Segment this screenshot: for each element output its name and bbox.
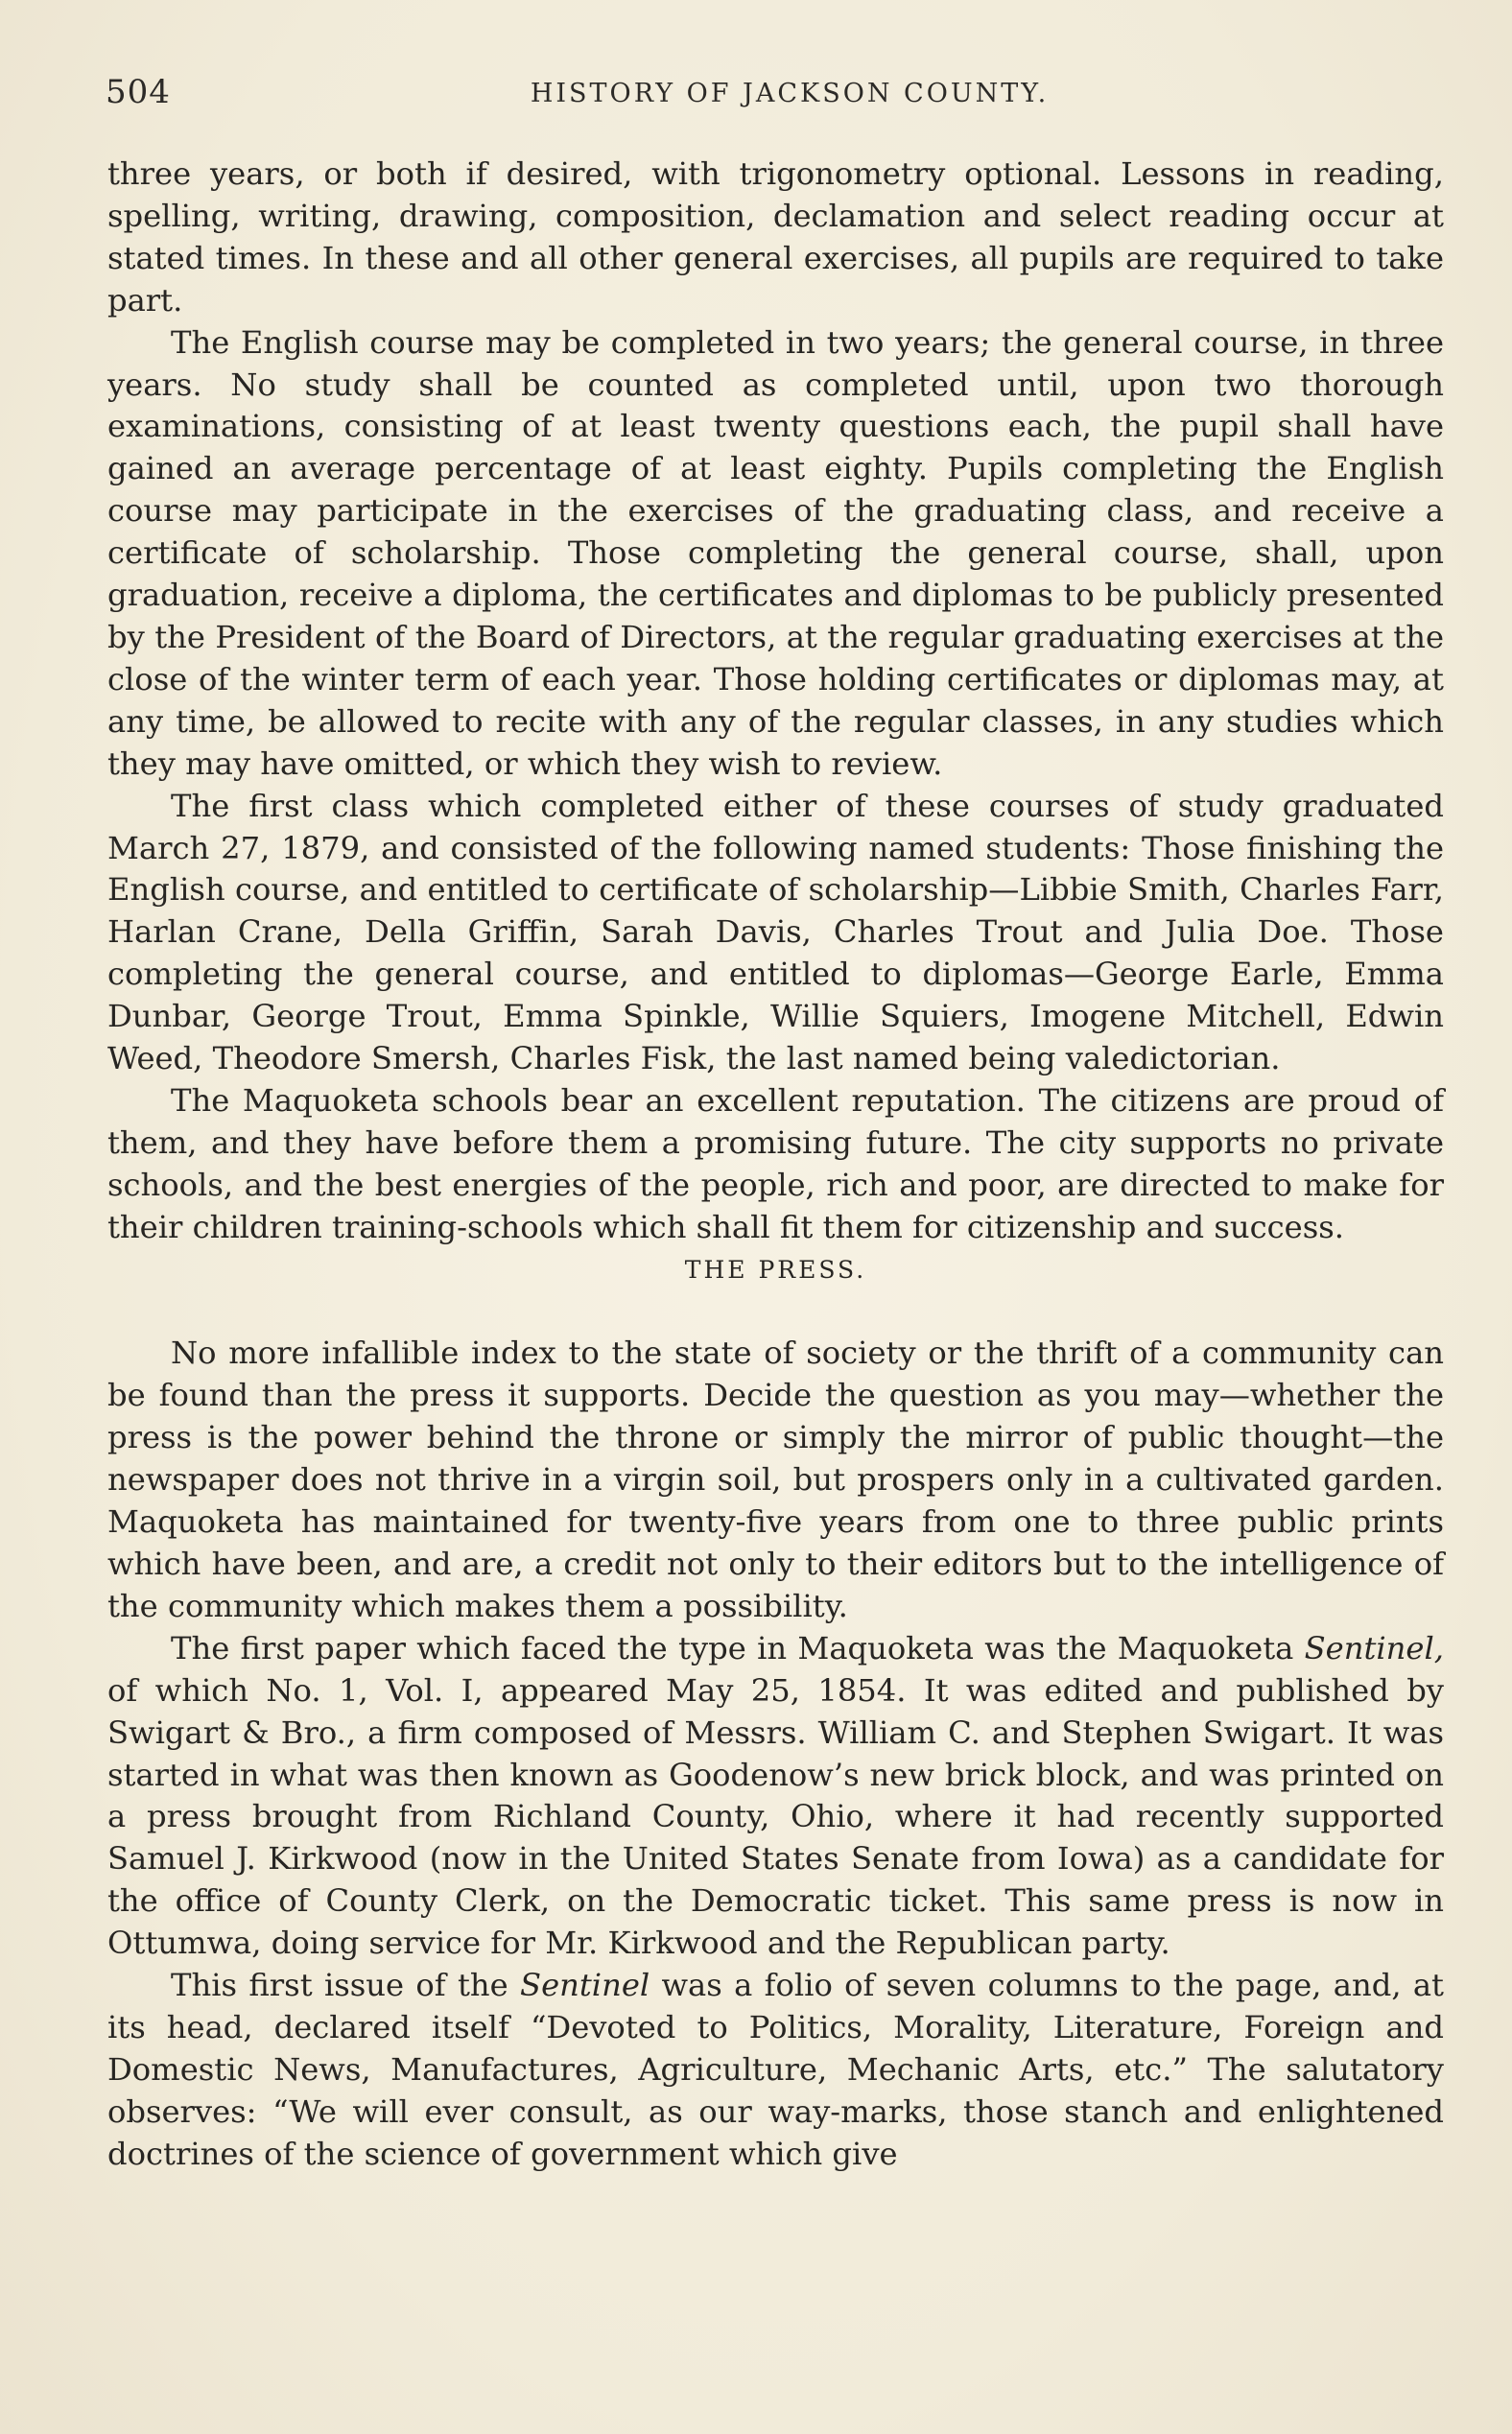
newspaper-title: Sentinel xyxy=(520,1967,650,2004)
text-run: This first issue of the xyxy=(171,1967,521,2004)
page-header xyxy=(106,73,1435,121)
paragraph-school-reputation: The Maquoketa schools bear an excellent reputation. The citizens are proud of them, and they have before them a promising future. The city supports no private schools, and the best energies of the people, rich and poor, are directed to make for their children training-schools which shall fit them for citizenship and success. xyxy=(107,1081,1444,1245)
paragraph-english-course: The English course may be completed in two years; the general course, in three years. No study shall be counted as completed until, upon two thorough examinations, consisting of at least twenty questions each, the pupil shall have gained an average percentage of at least eighty. Pupils completing the English course may participate in the exercises of the graduating class, and receive a certificate of scholarship. Those completing the general course, shall, upon graduation, receive a diploma, the certificates and diplomas to be publicly presented by the President of the Board of Directors, at the regular graduating exercises at the close of the winter term of each year. Those holding certificates or diplomas may, at any time, be allowed to recite with any of the regular classes, in any studies which they may have omitted, or which they wish to review. xyxy=(107,323,1444,782)
text-run: was a folio of seven columns to the page, and, at its head, declared itself “Devoted to Politics, Morality, Literature, Foreign and Domestic News, Manufactures, Agriculture, Mechanic Arts, etc.” The salutatory observes: “We will ever consult, as our way-marks, those stanch and enlightened doctrines of the science of government which give xyxy=(107,1967,1444,2172)
paragraph-first-paper xyxy=(107,1628,1444,1965)
section-heading: THE PRESS. xyxy=(684,1255,867,1284)
paragraph-first-class: The first class which completed either of these courses of study graduated March 27, 1879, and consisted of the following named students: Those finishing the English course, and entitled to certificate of scholarship—Libbie Smith, Charles Farr, Harlan Crane, Della Griffin, Sarah Davis, Charles Trout and Julia Doe. Those completing the general course, and entitled to diplomas—George Earle, Emma Dunbar, George Trout, Emma Spinkle, Willie Squiers, Imogene Mitchell, Edwin Weed, Theodore Smersh, Charles Fisk, the last named being valedictorian. xyxy=(107,787,1444,1077)
paragraph-press-intro: No more infallible index to the state of society or the thrift of a community can be found than the press it supports. Decide the question as you may—whether the press is the power behind the throne or simply the mirror of public thought—the newspaper does not thrive in a virgin soil, but prospers only in a cultivated garden. Maquoketa has maintained for twenty-five years from one to three public prints which have been, and are, a credit not only to their editors but to the intelligence of the community which makes them a possibility. xyxy=(107,1335,1444,1624)
page-number: 504 xyxy=(106,73,171,111)
running-head: HISTORY OF JACKSON COUNTY. xyxy=(530,79,1050,108)
paragraph-course-continued: three years, or both if desired, with trigonometry optional. Lessons in reading, spelling, writing, drawing, composition, declamation and select reading occur at stated times. In these and all other general exercises, all pupils are required to take part. xyxy=(107,155,1444,319)
body-text xyxy=(107,154,1444,2176)
newspaper-title: Sentinel, xyxy=(1304,1629,1444,1666)
paragraph-first-issue xyxy=(107,1965,1444,2176)
text-run: The first paper which faced the type in Maquoketa was the Maquoketa xyxy=(171,1629,1305,1666)
text-run: of which No. 1, Vol. I, appeared May 25, 1854. It was edited and published by Swigart & Bro., a firm composed of Messrs. William C. and Stephen Swigart. It was started in what was then known as Goodenow’s new brick block, and was printed on a press brought from Richland County, Ohio, where it had recently supported Samuel J. Kirkwood (now in the United States Senate from Iowa) as a candidate for the office of County Clerk, on the Democratic ticket. This same press is now in Ottumwa, doing service for Mr. Kirkwood and the Republican party. xyxy=(107,1671,1444,1962)
